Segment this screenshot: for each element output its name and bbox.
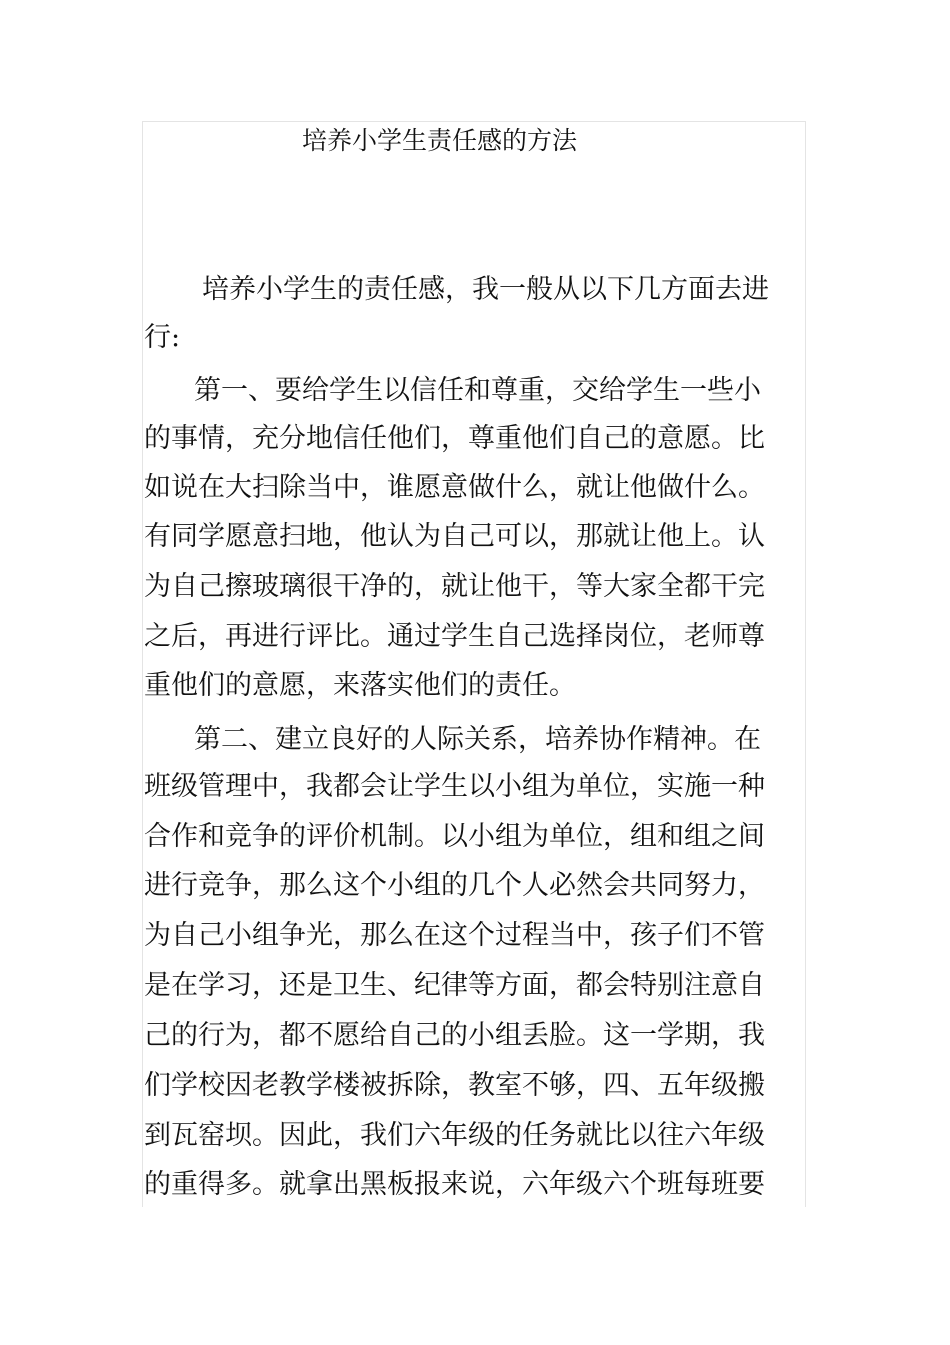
paragraph-line: 是在学习，还是卫生、纪律等方面，都会特别注意自 (144, 970, 765, 1001)
paragraph-line: 第一、要给学生以信任和尊重，交给学生一些小 (194, 375, 761, 406)
document-title: 培养小学生责任感的方法 (302, 126, 578, 155)
paragraph-line: 如说在大扫除当中，谁愿意做什么，就让他做什么。 (144, 472, 765, 503)
paragraph-line: 的事情，充分地信任他们，尊重他们自己的意愿。比 (144, 423, 765, 454)
paragraph-line: 的重得多。就拿出黑板报来说，六年级六个班每班要 (144, 1169, 765, 1200)
paragraph-line: 行: (144, 322, 181, 353)
paragraph-line: 有同学愿意扫地，他认为自己可以，那就让他上。认 (144, 521, 765, 552)
paragraph-line: 培养小学生的责任感，我一般从以下几方面去进 (202, 274, 769, 305)
paragraph-line: 进行竞争，那么这个小组的几个人必然会共同努力， (144, 870, 765, 901)
paragraph-line: 们学校因老教学楼被拆除，教室不够，四、五年级搬 (144, 1070, 765, 1101)
paragraph-line: 为自己擦玻璃很干净的，就让他干，等大家全都干完 (144, 571, 765, 602)
paragraph-line: 之后，再进行评比。通过学生自己选择岗位，老师尊 (144, 621, 765, 652)
paragraph-line: 己的行为，都不愿给自己的小组丢脸。这一学期，我 (144, 1020, 765, 1051)
paragraph-line: 到瓦窑坝。因此，我们六年级的任务就比以往六年级 (144, 1120, 765, 1151)
paragraph-line: 班级管理中，我都会让学生以小组为单位，实施一种 (144, 771, 765, 802)
paragraph-line: 为自己小组争光，那么在这个过程当中，孩子们不管 (144, 920, 765, 951)
paragraph-line: 重他们的意愿，来落实他们的责任。 (144, 670, 576, 701)
paragraph-line: 合作和竞争的评价机制。以小组为单位，组和组之间 (144, 821, 765, 852)
paragraph-line: 第二、建立良好的人际关系，培养协作精神。在 (194, 724, 761, 755)
